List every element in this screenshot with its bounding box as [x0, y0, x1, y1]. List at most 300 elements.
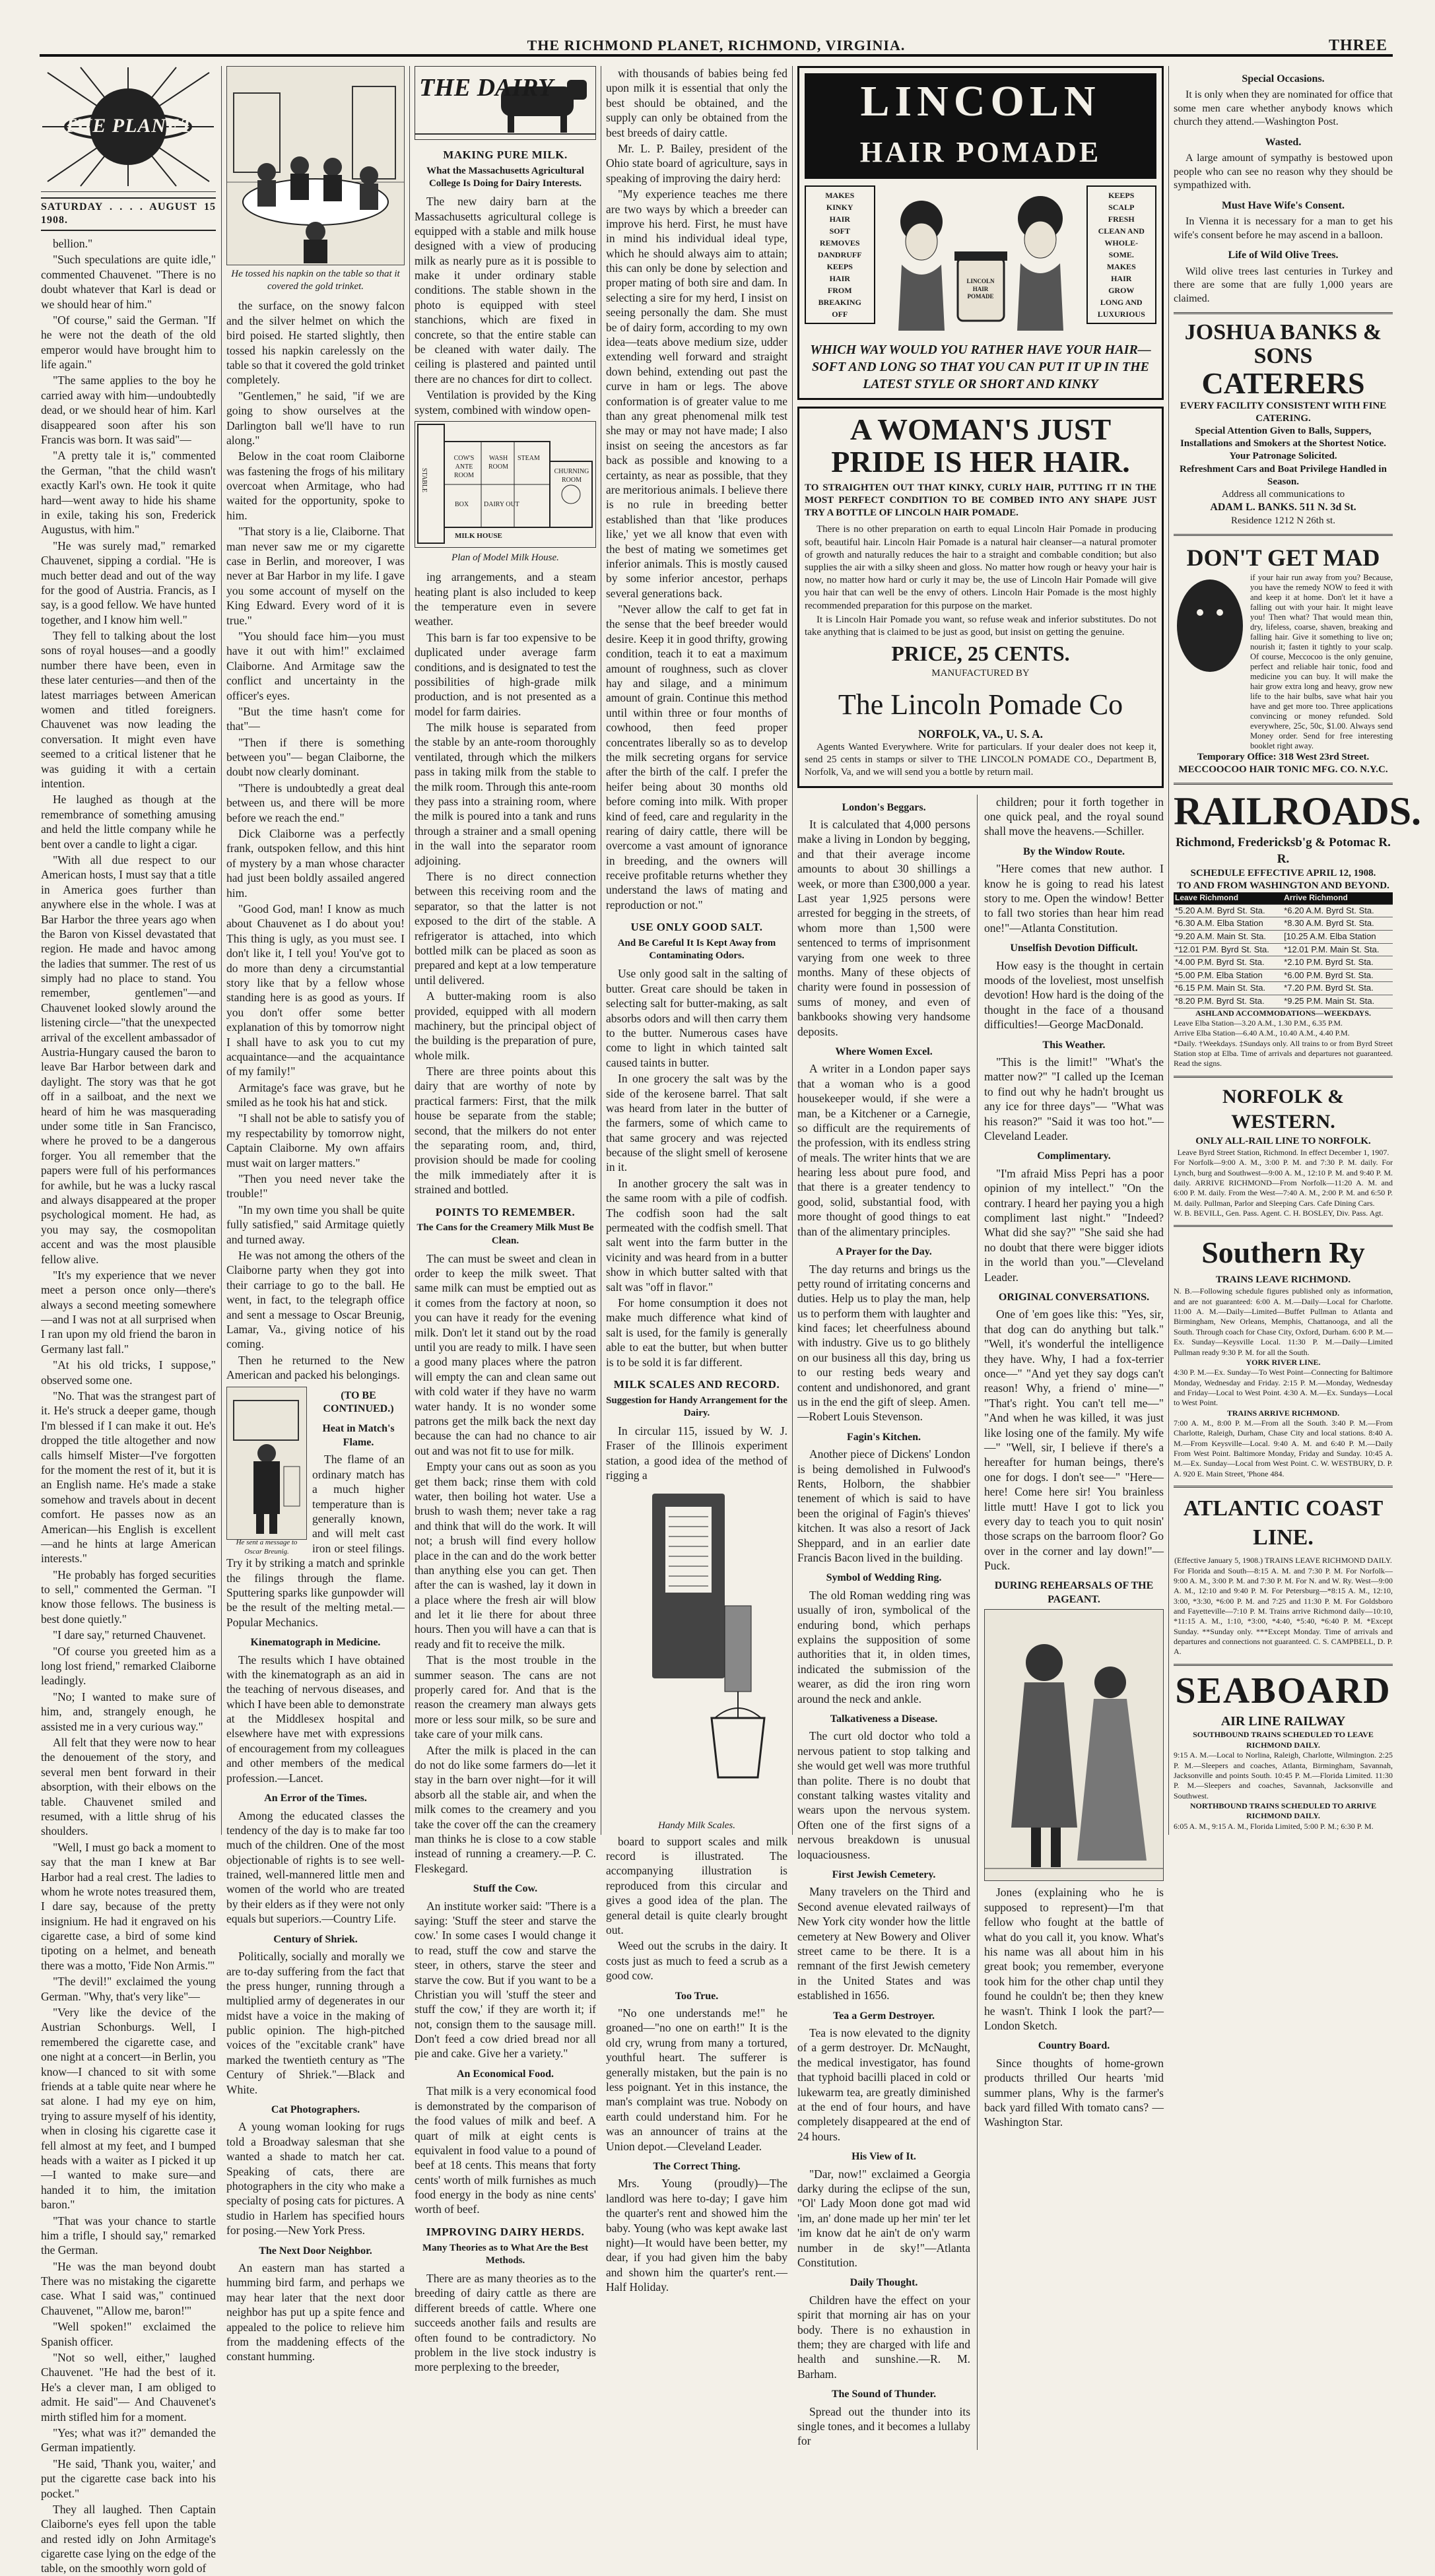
- article-text: The old Roman wedding ring was usually of iron, symbolical of the enduring bond, which perhaps explains the supposition of some authorities that it, in olden times, indicated the submission of the wearer, as did the iron ring worn around the neck and ankle.: [797, 1588, 971, 1705]
- railroads-title: RAILROADS.: [1174, 789, 1422, 834]
- table-row: [1174, 930, 1393, 943]
- plan-label: STABLE: [420, 467, 428, 492]
- ad-claim: KEEPS: [826, 262, 853, 272]
- ad-claim: LUXURIOUS: [1097, 310, 1145, 319]
- joshua-line: EVERY FACILITY CONSISTENT WITH FINE CATERING.: [1180, 400, 1387, 424]
- article-title: First Jewish Cemetery.: [832, 1868, 936, 1880]
- paragraph: Ventilation is provided by the King system, combined with window open-: [415, 388, 596, 416]
- article-title: MILK SCALES AND RECORD.: [613, 1377, 780, 1391]
- paragraph: "But the time hasn't come for that"—: [226, 704, 405, 733]
- column-rule: [792, 66, 793, 1835]
- pride-price: PRICE, 25 CENTS.: [891, 642, 1070, 666]
- pride-ad: [797, 407, 1164, 787]
- paragraph: "Yes; what was it?" demanded the German impatiently.: [41, 2426, 216, 2455]
- ad-claim: HAIR: [829, 274, 850, 284]
- paragraph: "Well spoken!" exclaimed the Spanish officer.: [41, 2320, 216, 2348]
- article-text: "I'm afraid Miss Pepri has a poor opinion of my intellect." "On the contrary. I heard her paying you a high compliment last night." "Indeed? What did she say?" "She said she had no doubt that there were bigger idiots in the world than you."—Cleveland Leader.: [984, 1166, 1164, 1284]
- rfp-title: Richmond, Fredericksb'g & Potomac R. R.: [1176, 836, 1391, 866]
- dontget-body: if your hair run away from you? Because, you have the remedy NOW to feed it with and keep it at home. Don't let it have a falling out with your hair. It might leave you! Then what? That would mean thin, dry, lifeless, coarse, shaven, breaking and falling hair. Give it something to live on; nourish it; fasten it tightly to your scalp. Of course, Meccocoo is the only genuine, perfect and reliable hair tonic, food and medicine you can buy. It will make the hair grow extra long and heavy, grow new life to the hair bulbs, save what hair you have and get more too. Three applications convincing or money refunded. Sold everywhere, 25c, 50c, $1.00. Always send Money order. Send for free interesting booklet right away.: [1250, 572, 1393, 750]
- seaboard-north: NORTHBOUND TRAINS SCHEDULED TO ARRIVE RICHMOND DAILY.: [1189, 1800, 1377, 1821]
- arrive-text: 7:00 A. M., 8:00 P. M.—From all the South. 3:40 P. M.—From Charlotte, Raleigh, Durham, Chase City and local stations. 8:40 A. M.—From Keysville—Local. 9:40 A. M. and 6:40 P. M.—Daily From West Point. Baltimore Monday, Friday and Sunday. 10:45 A. M.—Ex. Sunday—Local from West Point. C. W. WESTBURY, D. P. A. 920 E. Main Street, 'Phone 484.: [1174, 1418, 1393, 1478]
- plan-label: CHURNING ROOM: [554, 467, 589, 484]
- table-cell: *7.20 P.M. Byrd St. Sta.: [1283, 982, 1393, 995]
- paragraph: Armitage's face was grave, but he smiled as he took his hat and stick.: [226, 1080, 405, 1109]
- article-text: Children have the effect on your spirit that morning air has on your body. There is no exhaustion in them; they are charged with life and health and sunshine.—R. M. Barham.: [797, 2293, 971, 2381]
- article-title: This Weather.: [1042, 1039, 1106, 1051]
- pride-headline: A WOMAN'S JUST PRIDE IS HER HAIR.: [831, 413, 1130, 479]
- paragraph: ing arrangements, and a steam heating plant is also included to keep the temperature even in severe weather.: [415, 570, 596, 628]
- ad-left-claims: [805, 185, 875, 324]
- paragraph: "That story is a lie, Claiborne. That man never saw me or my cigarette case in Berlin, and moreover, I was never at Bar Harbor in my life. I gave you some account of myself on the King Edward. Every word of it is true.": [226, 525, 405, 627]
- story-text: [41, 236, 216, 2576]
- masthead-title: THE RICHMOND PLANET, RICHMOND, VIRGINIA.: [527, 37, 906, 53]
- paragraph: The can must be sweet and clean in order to keep the milk sweet. That same milk can must be emptied out as it comes from the factory at noon, so you can have it ready for the evening milk. Don't let it stand out by the road until you are ready to milk. I have seen a good many places where the patron will empty the can and clean same out with cold water if they have no warm water handy. It is no wonder some patrons get the milk back the next day because the can had no chance to air out and was not fit to use for milk.: [415, 1251, 596, 1457]
- pride-address: NORFOLK, VA., U. S. A.: [918, 727, 1043, 741]
- article-title: Daily Thought.: [850, 2277, 918, 2289]
- logo-text: THE PLANET: [63, 115, 193, 137]
- rfp-schedule: SCHEDULE EFFECTIVE APRIL 12, 1908.: [1190, 867, 1376, 878]
- col-header: Arrive Richmond: [1283, 892, 1393, 904]
- ad-claim: FRESH: [1108, 215, 1135, 224]
- paragraph: "I dare say," returned Chauvenet.: [53, 1628, 206, 1642]
- article-text: A writer in a London paper says that a woman who is a good housekeeper would, if she were a man, be a Kitchener or a Carnegie, so difficult are the requirements of the profession, with its endless string of meals. The writer hints that we are hearing less about pure food, and that there is a greater tendency to good, solid, substantial food, with more thought of good things to eat than of the alimentary principles.: [797, 1062, 971, 1238]
- dairy-header: [415, 66, 596, 140]
- ashland-line: Leave Elba Station—3.20 A.M., 1.30 P.M., 6.35 P.M.: [1174, 1018, 1343, 1028]
- article-text: A large amount of sympathy is bestowed upon people who can see no reason why they should be sympathized with.: [1174, 152, 1393, 191]
- article-text: "This is the limit!" "What's the matter now?" "I called up the Iceman to find out why he hadn't brought us any ice for three days"— "What was his reason?" "Said it was too hot."—Cleveland Leader.: [984, 1055, 1164, 1142]
- article-text: [415, 194, 596, 417]
- ad-claim: SOME.: [1108, 250, 1134, 260]
- ad-slogan: WHICH WAY WOULD YOU RATHER HAVE YOUR HAIR—SOFT AND LONG SO THAT YOU CAN PUT IT UP IN THE LATEST STYLE OR SHORT AND KINKY: [810, 343, 1151, 392]
- article-text: [415, 1251, 596, 1876]
- pride-company: The Lincoln Pomade Co: [838, 688, 1123, 721]
- article-text: One of 'em goes like this: "Yes, sir, that dog can do anything but talk." "Well, it's wonderful the intelligence they have. Why, I had a fox-terrier once—" "And yet they say dogs can't reason! Why, a friend o' mine—" "That's right. You can't tell me—" "And when he was killed, it was just like losing one of the family. My wife—" "Well, sir, I believe if there's a hereafter for human beings, there's one for dogs. I don't see—" "Here—here! Come here sir! You brainless little mutt! Have I got to lick you every day to teach you to quit nosin' those scraps on the barroom floor? Go over in the corner and lay down!"—Puck.: [984, 1307, 1164, 1573]
- article-subtitle: And Be Careful It Is Kept Away from Contaminating Odors.: [617, 938, 776, 962]
- southern-text: N. B.—Following schedule figures published only as information, and are not guaranteed: 6:00 A. M.—Daily—Local for Charlotte. 11:00 A. M.—Daily—Limited—Buffet Pullman to Atlanta and Birmingham, New Orleans, Memphis, Chattanooga, and all the South. Through coach for Chase City, Oxford, Durham. 6:00 P. M.—Ex. Sunday—Keysville Local. 11:30 P. M.—Daily—Limited Pullman ready 9:30 P. M. for all the South.: [1174, 1286, 1393, 1357]
- ashland-title: ASHLAND ACCOMMODATIONS—WEEKDAYS.: [1195, 1008, 1372, 1018]
- article-text: How easy is the thought in certain moods of the loveliest, most unselfish devotion! How hard is the doing of the thought in the face of a thousand difficulties!—George MacDonald.: [984, 958, 1164, 1032]
- joshua-line: Address all communications to: [1221, 489, 1345, 500]
- planet-logo: [41, 66, 216, 192]
- pride-warning: It is Lincoln Hair Pomade you want, so refuse weak and inferior substitutes. Do not take anything that is claimed to be just as good, but insist on getting the genuine.: [805, 614, 1156, 638]
- nw-agents: W. B. BEVILL, Gen. Pass. Agent. C. H. BOSLEY, Div. Pass. Agt.: [1174, 1208, 1384, 1218]
- paragraph: There is no direct connection between this receiving room and the separator, so that the latter is not exposed to the dirt of the stable. A refrigerator is attached, into which bottled milk can be placed as soon as prepared and kept at a low temperature until delivered.: [415, 869, 596, 987]
- paragraph: "He was surely mad," remarked Chauvenet, sipping a cordial. "He is much better dead and out of the way for the good of Austria. Francis, as I say, is a good fellow. We have hunted together, and I know him well.": [41, 539, 216, 626]
- york-river: YORK RIVER LINE.: [1246, 1357, 1321, 1367]
- dontget-company: MECCOOCOO HAIR TONIC MFG. CO. N.Y.C.: [1178, 764, 1388, 776]
- table-cell: *6.30 A.M. Elba Station: [1174, 917, 1283, 931]
- short-articles: [415, 1882, 596, 2217]
- joshua-line: Residence 1212 N 26th st.: [1231, 515, 1335, 526]
- plan-label: WASH ROOM: [488, 454, 508, 471]
- article-title: A Prayer for the Day.: [836, 1246, 932, 1258]
- column-1: [41, 66, 216, 2575]
- story-text: [226, 298, 405, 1382]
- paragraph: "Then if there is something between you"— began Claiborne, the doubt now clearly dominant.: [226, 735, 405, 779]
- ad-claim: DANDRUFF: [817, 250, 862, 260]
- paragraph: He laughed as though at the remembrance of something amusing and held the little company while he bent over a candle to light a cigar.: [41, 793, 216, 851]
- article-title: An Error of the Times.: [264, 1793, 367, 1804]
- table-cell: *6.15 P.M. Main St. Sta.: [1174, 982, 1283, 995]
- article-text: Another piece of Dickens' London is being demolished in Fulwood's Rents, Holborn, the shabbier tenement of which is said to have been the original of Fagin's thieves' kitchen. It was also a resort of Jack Sheppard, and in an earlier date Francis Bacon lived in the building.: [797, 1447, 971, 1565]
- article-title: Where Women Excel.: [835, 1045, 933, 1057]
- paragraph: That is the most trouble in the summer season. The cans are not properly cared for. And that is the reason the creamery man always gets more or less sour milk, so be sure and take care of your milk cans.: [415, 1653, 596, 1741]
- article-title: Kinematograph in Medicine.: [250, 1637, 381, 1649]
- article-title: Unselfish Devotion Difficult.: [1010, 942, 1138, 954]
- joshua-line: Special Attention Given to Balls, Suppers, Installations and Smokers at the Shortest Notice.: [1180, 426, 1387, 449]
- table-row: [1174, 969, 1393, 982]
- paragraph: Use only good salt in the salting of butter. Great care should be taken in selecting salt for butter-making, as salt absorbs odors and will then carry them to the butter. Numerous cases have come to light in which tainted salt caused taints in butter.: [606, 967, 787, 1069]
- short-articles: [984, 845, 1164, 1573]
- seaboard-sched: SOUTHBOUND TRAINS SCHEDULED TO LEAVE RICHMOND DAILY.: [1193, 1730, 1374, 1750]
- dontget-ad: [1174, 543, 1393, 776]
- article-title: By the Window Route.: [1022, 845, 1125, 857]
- dog-icon: [1174, 573, 1246, 678]
- plan-label: DAIRY OUT: [484, 500, 519, 508]
- article-title: Special Occasions.: [1242, 73, 1325, 84]
- country-text: Since thoughts of home-grown products thrilled Our hearts 'mid summer plans, Why is the farmer's back yard filled With tomato cans? —Washington Star.: [984, 2056, 1164, 2129]
- plan-label: COW'S ANTE ROOM: [453, 454, 475, 479]
- divider: [1174, 312, 1393, 314]
- table-row: [1174, 995, 1393, 1008]
- dontget-headline: DON'T GET MAD: [1186, 544, 1380, 571]
- article-text: [415, 570, 596, 1197]
- paragraph: Empty your cans out as soon as you get them back; rinse them with cold water, then boiling hot water. Use a brush to wash them; never take a rag and think that will do the work. It will not; a brush will find every hollow place in the can and do the work better than anything else you can get. Then after the can is washed, lay it down in a place where the fresh air will blow and let it lie there for about three hours. Then you will have a can that is ready and fit to receive the milk.: [415, 1460, 596, 1651]
- paragraph: "No; I wanted to make sure of him, and, strangely enough, he assisted me in a very curious way.": [41, 1690, 216, 1733]
- masthead: [40, 37, 1393, 57]
- article-text: "No one understands me!" he groaned—"no one on earth!" It is the old cry, wrung from many a tortured, youthful heart. The sufferer is generally mistaken, but the pain is no less poignant. Yet in this instance, the man's complaint was true. Nobody on earth could understand him. For he was an announcer of trains at the Union depot.—Cleveland Leader.: [606, 2006, 787, 2153]
- article-title: Complimentary.: [1037, 1150, 1111, 1162]
- seaboard-title: SEABOARD: [1175, 1670, 1391, 1711]
- lincoln-logo: LINCOLN: [805, 73, 1156, 130]
- table-row: [1174, 982, 1393, 995]
- paragraph: For home consumption it does not make much difference what kind of salt is used, for the family is generally able to eat the butter, but when butter is to be sold it is far different.: [606, 1296, 787, 1369]
- paragraph: "Very like the device of the Austrian Schonburgs. Well, I remembered the cigarette case, and one night at a concert—in Berlin, you know—I chanced to sit with some friends at a table quite near where he sat alone. I had my eye on him, trying to assure myself of his identity, when in closing his cigarette case it fell almost at my feet, and I bumped heads with a waiter as I picked it up—I wanted to make sure—and handed it to him, the imitation baron.": [41, 2006, 216, 2212]
- acl-text: For Florida and South—8:15 A. M. and 7:30 P. M. For Norfolk—9:00 A. M., 3:00 P. M. and 7:30 P. M. For N. and W. Ry. West—9:00 A. M., 12:10 and 9:40 P. M. For Petersburg—*8:15 A. M., 12:10, 3:00, *3:30, *6:00 P. M. and 7:25 and 11:30 P. M. For Goldsboro and Fayetteville—7:10 P. M. Trains arrive Richmond daily—10:10, *11:15 A. M., 1:10, *3:00, *4:40, *5:40, *6:40 P. M. *Except Sunday. **Sunday only. ***Except Monday. Time of arrivals and departures and connections not guaranteed. C. S. CAMPBELL, D. P. A.: [1174, 1566, 1393, 1657]
- article-title: Too True.: [675, 1990, 719, 2002]
- scale-icon: [606, 1487, 787, 1817]
- paragraph: "Such speculations are quite idle," commented Chauvenet. "There is no doubt whatever that Karl is dead or we should hear of him.": [41, 253, 216, 311]
- york-text: 4:30 P. M.—Ex. Sunday—To West Point—Connecting for Baltimore Monday, Wednesday and Friday. 2:15 P. M.—Monday, Wednesday and Friday—Local to West Point. 4:30 A. M.—Ex. Sundays—Local to West Point.: [1174, 1368, 1393, 1408]
- ad-claim: CLEAN AND: [1098, 226, 1145, 236]
- column-5-6: [797, 66, 1164, 2448]
- paragraph: Dick Claiborne was a perfectly frank, outspoken fellow, and this hint of mystery by a man whose character had just been boldly assailed angered him.: [226, 827, 405, 900]
- paragraph: The new dairy barn at the Massachusetts agricultural college is equipped with a stable and milk house designed with a view of producing milk as nearly pure as it is possible to make it under ordinary stable conditions. The stable shown in the photo is equipped with steel stanchions, which are fixed in concrete, so that the entire stable can be cleaned with water daily. The ceiling is plastered and painted until there are no chances for dirt to collect.: [415, 195, 596, 385]
- paragraph: "It's my experience that we never meet a person once only—there's always a second meeting somewhere—and I was not at all surprised when I ran upon my old friend the baron in Germany last fall.": [41, 1268, 216, 1356]
- southern-sub: TRAINS LEAVE RICHMOND.: [1215, 1274, 1351, 1286]
- paragraph: "Not so well, either," laughed Chauvenet. "He had the best of it. He's a clever man, I am obliged to admit. He said"— And Chauvenet's mirth stifled him for a moment.: [41, 2351, 216, 2424]
- column-6-articles: [984, 795, 1164, 2450]
- joshua-ad: [1174, 321, 1393, 527]
- country-title: Country Board.: [1038, 2040, 1110, 2052]
- acl-sub: (Effective January 5, 1908.) TRAINS LEAVE RICHMOND DAILY.: [1174, 1556, 1392, 1566]
- table-cell: *6.00 P.M. Byrd St. Sta.: [1283, 969, 1393, 982]
- article-title: MAKING PURE MILK.: [443, 149, 568, 161]
- divider: [1174, 1225, 1393, 1227]
- table-row: [1174, 904, 1393, 917]
- article-subtitle: What the Massachusetts Agricultural College Is Doing for Dairy Interests.: [426, 165, 584, 189]
- divider: [1174, 1076, 1393, 1078]
- dairy-title: THE DAIRY: [419, 74, 554, 102]
- paragraph: bellion.": [53, 236, 93, 250]
- article-text: The curt old doctor who told a nervous patient to stop talking and she would get well was more truthful than polite. There is no doubt that constant talking wastes vitality and wears upon the nervous system. Often one of the first signs of a nervous breakdown is unusual loquaciousness.: [797, 1729, 971, 1861]
- table-cell: *9.20 A.M. Main St. Sta.: [1174, 930, 1283, 943]
- article-title: Heat in Match's Flame.: [322, 1423, 395, 1448]
- article-text: A young woman looking for rugs told a Broadway salesman that she wanted a shade to match her cat. Speaking of cats, there are photographers in the city who make a specialty of posing cats for pictures. A studio in Harlem has specified hours for posing.—New York Press.: [226, 2120, 405, 2237]
- col-header: Leave Richmond: [1174, 892, 1283, 904]
- article-text: There are as many theories as to the breeding of dairy cattle as there are different breeds of cattle. Where one succeeds another fails and results are often found to be contradictory. No problem in the live stock industry is more perplexing to the breeder,: [415, 2271, 596, 2374]
- paragraph: with thousands of babies being fed upon milk it is essential that only the best should be obtained, and the supply can only be obtained from the best breeds of dairy cattle.: [606, 67, 787, 139]
- ad-claim: GROW: [1108, 286, 1135, 296]
- table-row: [1174, 917, 1393, 931]
- paragraph: "The devil!" exclaimed the young German. "Why, that's very like"—: [41, 1975, 216, 2003]
- pride-intro: TO STRAIGHTEN OUT THAT KINKY, CURLY HAIR, PUTTING IT IN THE MOST PERFECT CONDITION TO BE COMBED INTO ANY SHAPE JUST TRY A BOTTLE OF LINCOLN HAIR POMADE.: [805, 482, 1156, 519]
- nw-sched: Leave Byrd Street Station, Richmond. In effect December 1, 1907.: [1177, 1147, 1389, 1157]
- article-title: The Correct Thing.: [653, 2160, 741, 2172]
- paragraph: "A pretty tale it is," commented the German, "that the child wasn't exactly Karl's own. He took it quite hard—went away to hide his shame in exile, taking his son, Frederick Augustus, with him.": [41, 449, 216, 537]
- article-title: Life of Wild Olive Trees.: [1228, 249, 1339, 261]
- article-text: The day returns and brings us the petty round of irritating concerns and duties. Help us to play the man, help us to perform them with laughter and kind faces; let cheerfulness abound with industry. Give us to go blithely on our business all this day, bring us to our resting beds weary and content and undishonored, and grant us in the end the gift of sleep. Amen.—Robert Louis Stevenson.: [797, 1262, 971, 1424]
- table-row: [1174, 956, 1393, 970]
- ad-claim: MAKES: [1106, 262, 1136, 272]
- paragraph: "Gentlemen," he said, "if we are going to show ourselves at the Darlington ball we'll have to run along.": [226, 389, 405, 447]
- article-title: An Economical Food.: [456, 2068, 554, 2080]
- lincoln-ad: [797, 66, 1164, 400]
- article-title: Talkativeness a Disease.: [830, 1713, 938, 1725]
- paragraph: "My experience teaches me there are two ways by which a breeder can improve his herd. First, he must have in mind his individual ideal type, which he should always aim to attain; this can only be done by selection and proper mating of both sire and dam. In selecting a sire for my herd, I insist on seeing personally the dam. She must be of dairy form, according to my own idea—teats above medium size, udder extending well forward and straight down behind, extending out past the curve in ham or legs. The above conformation is of greater value to me than any great phenomenal milk test she may or may not have made; I also insist on seeing the ancestors as far back as possible and knowing to a certainty, as near as possible, that they are meritorious animals. I believe there is no rule in breeding better established than that 'like produces like,' yet we all know that even with the best of mating we sometimes get inferior animals. This is mostly caused by some inferior ancestor, perhaps several generations back.: [606, 187, 787, 600]
- ad-claim: BREAKING: [818, 298, 861, 308]
- paragraph: "Good God, man! I know as much about Chauvenet as I do about you! This thing is ugly, as you must see. I don't like it, I tell you! You've got to do more than deny a circumstantial story like that by a fellow whose standing here is as good as yours. If you don't offer some better explanation of this by tomorrow night I shall have to ask you to cut my acquaintance—and the acquaintance of my family!": [226, 902, 405, 1078]
- table-cell: *2.10 P.M. Byrd St. Sta.: [1283, 956, 1393, 970]
- article-subtitle: Suggestion for Handy Arrangement for the Dairy.: [606, 1395, 787, 1418]
- paragraph: "The same applies to the boy he carried away with him—undoubtedly dead, or we should hear of him. Karl disappeared soon after his son Francis was born. It was said"—: [41, 374, 216, 447]
- article-title: Tea a Germ Destroyer.: [832, 2010, 935, 2022]
- divider: [1174, 1486, 1393, 1488]
- plan-caption: Plan of Model Milk House.: [451, 552, 559, 563]
- article-title: POINTS TO REMEMBER.: [435, 1205, 576, 1218]
- article-title: Stuff the Cow.: [473, 1883, 538, 1895]
- article-text: [606, 966, 787, 1370]
- article-title: The Next Door Neighbor.: [259, 2245, 372, 2257]
- pride-manufactured: MANUFACTURED BY: [931, 668, 1030, 679]
- column-2: [226, 66, 405, 2363]
- paragraph: "I shall not be able to satisfy you of my respectability by tomorrow night, Captain Claiborne. My own affairs must wait on larger matters.": [226, 1111, 405, 1170]
- ad-women-illustration: [882, 185, 1080, 337]
- table-cell: *9.25 P.M. Main St. Sta.: [1283, 995, 1393, 1008]
- article-text: Many travelers on the Third and Second avenue elevated railways of New York city wonder how the little cemetery at New Bowery and Oliver street came to be there. It is a remnant of the first Jewish cemetery in the United States and was established in 1656.: [797, 1885, 971, 2002]
- ad-claim: FROM: [827, 286, 852, 296]
- ad-claim: OFF: [832, 310, 848, 319]
- article-text: Among the educated classes the tendency of the day is to make far too much of the children. One of the most objectionable of rights is to see well-trained, well-mannered little men and women of the world who are treated by their elders as if they were not only equals but superiors.—Country Life.: [226, 1808, 405, 1926]
- rfp-notes: *Daily. †Weekdays. ‡Sundays only. All trains to or from Byrd Street Station stop at Elba. Time of arrivals and departures not guaranteed. Read the signs.: [1174, 1038, 1393, 1069]
- illustration-caption: He tossed his napkin on the table so that it covered the gold trinket.: [231, 269, 400, 292]
- seaboard-north-text: 6:05 A. M., 9:15 A. M., Florida Limited, 5:00 P. M.; 6:30 P. M.: [1174, 1821, 1374, 1831]
- milk-house-plan: [415, 421, 596, 548]
- plan-label: BOX: [455, 500, 469, 508]
- paragraph: "Well, I must go back a moment to say that the man I knew at Bar Harbor had a real crest. The ladies to whom he wrote notes treasured them, I dare say, because of the pretty insignium. He had it engraved on his cigarette case, a bird of some kind tipoting on a helmet, and beneath there was a motto, 'Fide Non Armis.'": [41, 1840, 216, 1972]
- article-title: Wasted.: [1265, 136, 1302, 148]
- article-text: [606, 1834, 787, 1983]
- article-text: Politically, socially and morally we are to-day suffering from the fact that the press hunger, running through a multiplied army of degenerates in our midst have a voice in the making of public opinion. The high-pitched voices of the "excitable crank" have marked the twentieth century as "The Century of Shriek."—Black and White.: [226, 1950, 405, 2096]
- ad-claim: REMOVES: [819, 238, 860, 248]
- paragraph: They fell to talking about the lost sons of royal houses—and a goodly number there have been, even in these later centuries—and then of the latest marriages between American women and titled foreigners. Chauvenet was now leading the conversation. It might even have seemed to a critical listener that he was guiding it with a certain intention.: [41, 629, 216, 790]
- pageant-text: Jones (explaining who he is supposed to represent)—I'm that fellow who fought at the battle of what do you call it, you know. What's his name was all about him in his great book; you remember, everyone took him for the other chap until they found he couldn't be; then they knew he wasn't. Think I look the part?—London Sketch.: [984, 1886, 1164, 2032]
- joshua-line: Refreshment Cars and Boat Privilege Handled in Season.: [1180, 463, 1387, 487]
- article-text: Spread out the thunder into its single tones, and it becomes a lullaby for: [797, 2404, 971, 2448]
- pride-agents: Agents Wanted Everywhere. Write for particulars. If your dealer does not keep it, send 25 cents in stamps or silver to THE LINCOLN POMADE CO., Department B, Norfolk, Va, and we will send you a bottle by return mail.: [805, 742, 1156, 778]
- illustration-caption-2: He sent a message to Oscar Breunig.: [236, 1538, 298, 1556]
- seaboard-text: 9:15 A. M.—Local to Norlina, Raleigh, Charlotte, Wilmington. 2:25 P. M.—Sleepers and coaches, Atlanta, Birmingham, Savannah, Jacksonville and points South. 10:45 P. M.—Florida Limited. 11:30 P. M.—Sleepers and coaches, Savannah, Jacksonville and Southwest.: [1174, 1750, 1393, 1800]
- paragraph: "With all due respect to our American hosts, I must say that a title in America goes further than anywhere else in the whole. I was at Bar Harbor the three years ago when the Baron von Kissel devastated that region. He made and havoc among the ladies that summer. The rest of us simply had no place to stand. You remember, gentlemen"—and Chauvenet looked slowly around the listening circle—"that the unexpected arrival of the excellent ambassador of Austria-Hungary caused the baron to leave Bar Harbor between dark and daylight. The story was that he got off in a sailboat, and the next we heard of him he was masquerading under some title in San Francisco, where he proved to be a dangerous forger. You all remember that the papers were full of his performances for awhile, but he was a lucky rascal and always disappeared at the proper psychological moment. He had, as you may say, the cosmopolitan accent and was the most plausible fellow alive.: [41, 853, 216, 1266]
- ad-claim: MAKES: [825, 191, 855, 201]
- rfp-timetable: [1174, 892, 1393, 1008]
- article-title: The Sound of Thunder.: [831, 2389, 937, 2400]
- paragraph: "Then you need never take the trouble!": [226, 1172, 405, 1201]
- column-3: [415, 66, 596, 2374]
- article-title: London's Beggars.: [842, 801, 926, 813]
- article-text: "Here comes that new author. I know he is going to read his latest story to me. Open the window! Better to fall two stories than hear him read one!"—Atlanta Constitution.: [984, 862, 1164, 935]
- paragraph: They all laughed. Then Captain Claiborne's eyes fell upon the table and rested idly on John Armitage's cigarette case lying on the edge of the table, on the smoothly worn gold of: [41, 2502, 216, 2575]
- scale-caption: Handy Milk Scales.: [657, 1820, 736, 1831]
- nw-text: For Norfolk—9:00 A. M., 3:00 P. M. and 7:30 P. M. daily. For Lynch, burg and Southwest—9:00 A. M., 12:10 P. M. and 9:40 P. M. daily. ARRIVE RICHMOND—From Norfolk—11:20 A. M. and 6:00 P. M. daily. From the West—7:40 A. M., 2:00 P. M. and 6:50 P. M. daily. Pullman, Parlor and Sleeping Cars. Cafe Dining Cars.: [1174, 1158, 1393, 1208]
- table-cell: *12.01 P.M. Byrd St. Sta.: [1174, 943, 1283, 956]
- paragraph: "Of course you greeted him as a long lost friend," remarked Claiborne leadingly.: [41, 1644, 216, 1688]
- telegraph-illustration: [226, 1387, 307, 1556]
- milk-scale-illustration: [606, 1487, 787, 1830]
- ad-claim: SOFT: [829, 226, 850, 236]
- article-text: [606, 66, 787, 912]
- paragraph: "There is undoubtedly a great deal between us, and there will be more before we reach the end.": [226, 781, 405, 824]
- joshua-line: Your Patronage Solicited.: [1229, 451, 1337, 462]
- divider: [1174, 534, 1393, 536]
- article-title: USE ONLY GOOD SALT.: [630, 921, 763, 934]
- plan-label: STEAM: [517, 454, 540, 462]
- article-text: children; pour it forth together in one quick peal, and the royal sound shall move the heavens.—Schiller.: [984, 795, 1164, 838]
- paragraph: Then he returned to the New American and packed his belongings.: [226, 1353, 405, 1382]
- dinner-illustration: [226, 66, 405, 265]
- article-text: In circular 115, issued by W. J. Fraser of the Illinois experiment station, a good idea of the method of rigging a: [606, 1424, 787, 1482]
- article-text: An eastern man has started a humming bird farm, and perhaps we may hear later that the next door neighbor has put up a spite fence and appealed to the police to relieve him from the maddening effects of the constant humming.: [226, 2261, 405, 2363]
- pageant-title: DURING REHEARSALS OF THE PAGEANT.: [994, 1580, 1154, 1605]
- lincoln-product: HAIR POMADE: [805, 130, 1156, 179]
- joshua-trade: CATERERS: [1201, 366, 1365, 401]
- paragraph: In another grocery the salt was in the same room with a pile of codfish. The codfish soon had the salt permeated with the codfish smell. That salt went into the farm butter in the vicinity and was heard from in a butter show in which butter salted with that salt was "off in flavor.": [606, 1176, 787, 1294]
- paragraph: "At his old tricks, I suppose," observed some one.: [41, 1358, 216, 1387]
- article-subtitle: Many Theories as to What Are the Best Methods.: [422, 2242, 589, 2266]
- column-rule: [409, 66, 410, 1835]
- paragraph: "Never allow the calf to get fat in the sense that the beef breeder would desire. Keep it in good thrifty, growing condition, teach it to eat a maximum amount of roughness, such as clover hay and silage, and a minimum amount of grain. Continue this method until within three or four months of cowhood, then feed proper concentrates liberally so as to develop the milk secreting organs for service after the birth of the calf. I prefer the heifer being about 30 months old before coming into milk. With proper kind of feed, care and regularity in the rearing of dairy cattle, there will be overcome a vast amount of ignorance in breeding, and the owners will receive profitable returns whether they understand the laws of mating and reproduction or not.": [606, 603, 787, 911]
- table-cell: *5.00 P.M. Elba Station: [1174, 969, 1283, 982]
- ad-claim: KINKY: [826, 203, 853, 213]
- rfp-direction: TO AND FROM WASHINGTON AND BEYOND.: [1177, 880, 1389, 892]
- short-articles: [606, 1990, 787, 2295]
- table-cell: *8.20 P.M. Byrd St. Sta.: [1174, 995, 1283, 1008]
- article-text: That milk is a very economical food is demonstrated by the comparison of the food values of milk and beef. A quart of milk at eight cents is equivalent in food value to a pound of beef at 18 cents. This means that forty cents' worth of milk furnishes as much food energy in the body as nine cents' worth of beef.: [415, 2084, 596, 2216]
- divider: [1174, 783, 1393, 785]
- article-text: It is only when they are nominated for office that some men care whether anybody knows which church they attend.—Washington Post.: [1174, 89, 1393, 128]
- southern-title: Southern Ry: [1201, 1236, 1365, 1270]
- column-5-articles: [797, 795, 970, 2450]
- short-articles: [1174, 73, 1393, 306]
- paragraph: "You should face him—you must have it out with him!" exclaimed Claiborne. And Armitage saw the conflict and uncertainty in the officer's eyes.: [226, 629, 405, 702]
- to-be-continued: (TO BE CONTINUED.): [323, 1389, 394, 1414]
- pageant-illustration: [984, 1609, 1164, 1881]
- arrive-title: TRAINS ARRIVE RICHMOND.: [1226, 1408, 1340, 1418]
- article-title: Cat Photographers.: [271, 2104, 360, 2116]
- table-cell: [10.25 A.M. Elba Station: [1283, 930, 1393, 943]
- acl-title: ATLANTIC COAST LINE.: [1183, 1496, 1384, 1550]
- column-7: [1174, 66, 1422, 1835]
- paragraph: Mr. L. P. Bailey, president of the Ohio state board of agriculture, says in speaking of improving the dairy herd:: [606, 141, 787, 185]
- paragraph: Below in the coat room Claiborne was fastening the frogs of his military overcoat when Armitage, who had waited for the opportunity, spoke to him.: [226, 449, 405, 522]
- ad-right-claims: [1086, 185, 1157, 324]
- article-text: "Dar, now!" exclaimed a Georgia darky during the eclipse of the sun, "Ol' Lady Moon done got mad wid 'im, an' done made up her min' ter let 'im know dat he ain't de on'y warm number in de sky!"—Atlanta Constitution.: [797, 2167, 971, 2269]
- ad-claim: HAIR: [1111, 274, 1132, 284]
- paragraph: "That was your chance to startle him a trifle, I should say," remarked the German.: [41, 2214, 216, 2257]
- paragraph: "He was the man beyond doubt There was no mistaking the cigarette case. What I said was," continued Chauvenet, "'Allow me, baron!'": [41, 2259, 216, 2317]
- paragraph: In one grocery the salt was by the side of the kerosene barrel. That salt was heard from later in the butter of the farmers, some of which came to that same grocery and was rejected because of the slight smell of kerosene in it.: [606, 1072, 787, 1174]
- ad-claim: HAIR: [829, 215, 850, 224]
- ad-claim: WHOLE-: [1104, 238, 1139, 248]
- column-4: [606, 66, 787, 2294]
- paragraph: After the milk is placed in the can do not do like some farmers do—let it stay in the barn over night—for it will absorb all the stable air, and when the milk comes to the creamery and you take the cover off the can the creamery man thinks he is close to a cow stable instead of running a creamery.—P. C. Fleskegard.: [415, 1743, 596, 1875]
- table-cell: *6.20 A.M. Byrd St. Sta.: [1283, 904, 1393, 917]
- article-text: It is calculated that 4,000 persons make a living in London by begging, and that their average income amounts to about 30 shillings a week, or more than £300,000 a year. Last year 1,925 persons were arrested for begging in the streets, of whom more than 1,500 were sentenced to terms of imprisonment varying from one week to three months. Many of these objects of charity were found in possession of sums of money, and even of bankbooks showing very handsome deposits.: [797, 818, 971, 1038]
- table-row: [1174, 943, 1393, 956]
- paragraph: There are three points about this dairy that are worthy of note by practical farmers: First, that the milk house be separate from the stable; second, that the milkers do not enter the separating room, and, third, provision should be made for cooling the milk immediately after it is strained and bottled.: [415, 1065, 596, 1197]
- article-title: Must Have Wife's Consent.: [1221, 199, 1345, 211]
- paragraph: "He said, 'Thank you, waiter,' and put the cigarette case back into his pocket.": [41, 2457, 216, 2500]
- joshua-line: ADAM L. BANKS. 511 N. 3d St.: [1210, 502, 1356, 513]
- article-title: His View of It.: [851, 2151, 916, 2163]
- paragraph: All felt that they were now to hear the denouement of the story, and several men bent forward in their absorption, with their elbows on the table. Chauvenet smiled and resumed, with a little shrug of his shoulders.: [41, 1736, 216, 1838]
- paragraph: "Of course," said the German. "If he were not the death of the old emperor would have brought him to life again.": [41, 313, 216, 372]
- article-title: Fagin's Kitchen.: [847, 1431, 921, 1443]
- column-rule: [1168, 66, 1169, 1835]
- article-title: IMPROVING DAIRY HERDS.: [426, 2225, 585, 2238]
- article-text: Mrs. Young (proudly)—The landlord was here to-day; I gave him the quarter's rent and showed him the baby. Young (who was kept awake last night)—It would have been better, my dear, if you had given him the baby and shown him the quarter's rent.—Half Holiday.: [606, 2177, 787, 2294]
- article-text: The flame of an ordinary match has a much higher temperature than is generally known, and will melt cast iron or steel filings. Try it by striking a match and sprinkle the filings through the flame. Sputtering sparks like gunpowder will be the result of the melting metal.—Popular Mechanics.: [226, 1453, 405, 1629]
- article-text: An institute worker said: "There is a saying: 'Stuff the steer and starve the cow.' In some cases I would change it to read, stuff the cow and starve the steer, in others, starve the steer and starve the cow. But if you want to be a Christian you will 'stuff the steer and stuff the cow,' if they are worth it; if not, consign them to the sausage mill. Don't feed a cow dried bread nor all pie and cake. Give her a variety.": [415, 1899, 596, 2061]
- plan-label: MILK HOUSE: [455, 531, 502, 540]
- table-cell: *5.20 A.M. Byrd St. Sta.: [1174, 904, 1283, 917]
- column-rule: [221, 66, 222, 1835]
- dontget-address: Temporary Office: 318 West 23rd Street.: [1197, 751, 1370, 762]
- paragraph: A butter-making room is also provided, equipped with all modern machinery, but the principal object of the building is the preparation of pure, whole milk.: [415, 989, 596, 1062]
- table-cell: *4.00 P.M. Byrd St. Sta.: [1174, 956, 1283, 970]
- article-text: Wild olive trees last centuries in Turkey and there are some that are fully 1,000 years are claimed.: [1174, 265, 1393, 304]
- ad-claim: SCALP: [1108, 203, 1135, 213]
- article-title: ORIGINAL CONVERSATIONS.: [998, 1291, 1150, 1303]
- dateline: SATURDAY . . . . AUGUST 15 1908.: [41, 197, 216, 231]
- ad-claim: KEEPS: [1108, 191, 1135, 201]
- table-cell: *8.30 A.M. Byrd St. Sta.: [1283, 917, 1393, 931]
- paragraph: "No. That was the strangest part of it. He's struck a deeper game, though I'm blessed if I can make it out. He's dropped the title altogether and now calls himself Mister—I've forgotten for the moment the rest of it, but it is an English name. He's made a stake somehow and travels about in decent comfort. He passes now as an American—his English is excellent—and he hints at large American interests.": [41, 1389, 216, 1566]
- paragraph: "He probably has forged securities to sell," commented the German. "I know those fellows. The business is best done quietly.": [41, 1568, 216, 1626]
- article-text: Tea is now elevated to the dignity of a germ destroyer. Dr. McNaught, the medical investigator, has found that typhoid bacilli placed in cold or lukewarm tea, are greatly diminished at the end of four hours, and have completely disappeared at the end of 24 hours.: [797, 2026, 971, 2143]
- paragraph: the surface, on the snowy falcon and the silver helmet on which the bird poised. He started slightly, then tossed his napkin carelessly on the table so that it covered the gold trinket completely.: [226, 299, 405, 387]
- page-label: THREE: [1328, 37, 1387, 54]
- paragraph: board to support scales and milk record is illustrated. The accompanying illustration is reproduced from this circular and gives a good idea of the plan. The general detail is quite clearly brought out.: [606, 1834, 787, 1936]
- seaboard-sub: AIR LINE RAILWAY: [1220, 1713, 1346, 1729]
- article-title: Symbol of Wedding Ring.: [826, 1572, 942, 1584]
- nw-sub: ONLY ALL-RAIL LINE TO NORFOLK.: [1195, 1135, 1371, 1146]
- article-title: Century of Shriek.: [273, 1933, 358, 1945]
- paragraph: This barn is far too expensive to be duplicated under average farm conditions, and is designated to test the possibilities of high-grade milk production, and is not presented as a model for farm dairies.: [415, 630, 596, 718]
- paragraph: Weed out the scrubs in the dairy. It costs just as much to feed a scrub as a good cow.: [606, 1939, 787, 1983]
- article-subtitle: The Cans for the Creamery Milk Must Be Clean.: [417, 1222, 594, 1246]
- ashland-line: Arrive Elba Station—6.40 A.M., 10.40 A.M., 4.40 P.M.: [1174, 1028, 1350, 1038]
